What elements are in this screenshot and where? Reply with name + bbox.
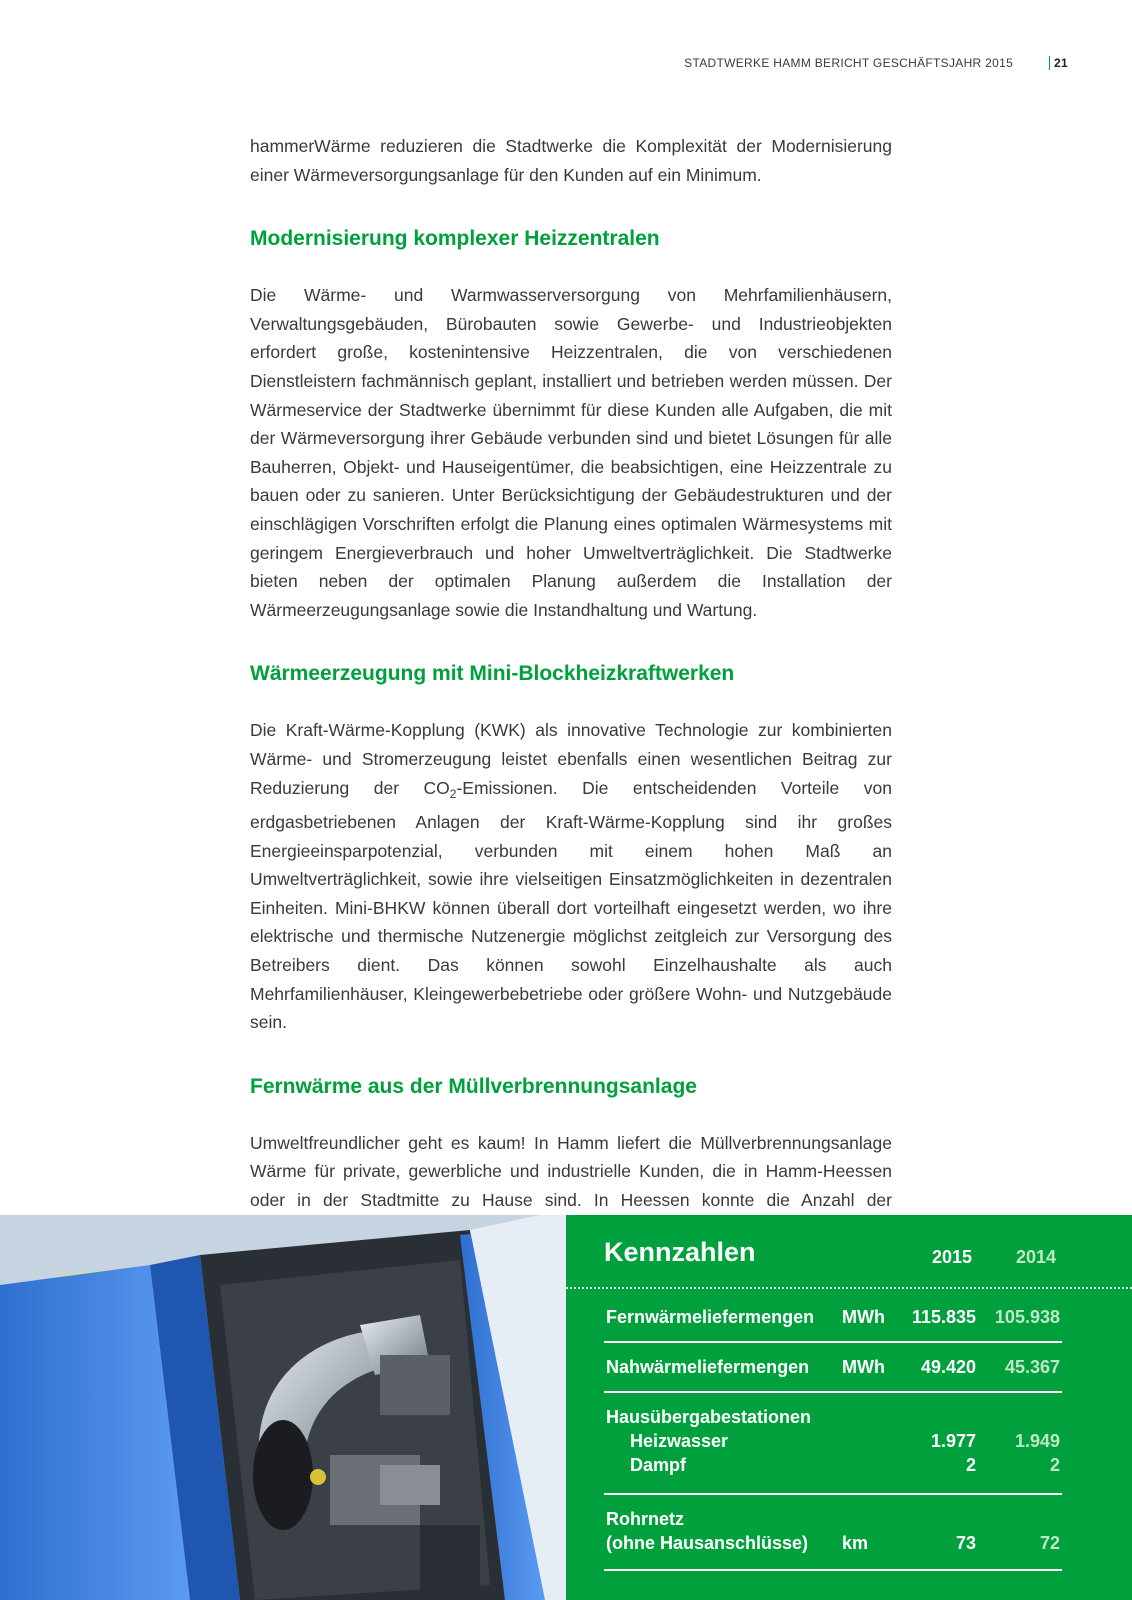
row-value-2015: 73 <box>955 1533 976 1553</box>
heating-unit-illustration <box>0 1215 566 1600</box>
page-number: 21 <box>1054 56 1068 70</box>
co2-subscript: 2 <box>449 786 457 801</box>
article-body <box>250 132 892 1272</box>
row-value-2014: 2 <box>1049 1455 1060 1475</box>
row-value-2015: 49.420 <box>920 1357 976 1377</box>
row-value-2015: 2 <box>965 1455 976 1475</box>
kennzahlen-title: Kennzahlen <box>604 1237 756 1267</box>
row-value-2014: 1.949 <box>1014 1431 1060 1451</box>
section1-heading: Modernisierung komplexer Heizzentralen <box>250 227 660 251</box>
row-label: Hausübergabestationen <box>606 1407 812 1427</box>
kennzahlen-panel <box>566 1215 1132 1600</box>
section3-text: Umweltfreundlicher geht es kaum! In Hamm liefert die Müllverbrennungsanlage Wärme für private, gewerbliche und industrielle Kunden, die in Hamm-Heessen oder in der Stadtmitte zu Hause sind. In Heessen konnte die Anzahl der <box>250 1132 892 1211</box>
row-unit: MWh <box>842 1307 885 1327</box>
row-label: Fernwärmeliefermengen <box>606 1307 815 1327</box>
section2-paragraph <box>250 716 892 1037</box>
running-head <box>684 56 1068 70</box>
row-value-2014: 105.938 <box>994 1307 1060 1327</box>
dotted-divider <box>566 1287 1132 1289</box>
year-current-header: 2015 <box>931 1247 972 1267</box>
row-unit: MWh <box>842 1357 885 1377</box>
header-separator <box>1049 56 1050 70</box>
kennzahlen-row-hausuebergabe <box>604 1393 1062 1493</box>
row-sublabel-heizwasser: Heizwasser <box>630 1431 729 1451</box>
row-value-2014: 72 <box>1039 1533 1060 1553</box>
section3-heading: Fernwärme aus der Müllverbrennungsanlage <box>250 1074 697 1098</box>
row-sublabel-dampf: Dampf <box>630 1455 687 1475</box>
section1-paragraph: Die Wärme- und Warmwasserversorgung von Mehrfamilienhäusern, Verwaltungsgebäuden, Bürobauten sowie Gewerbe- und Industrieobjekten erfordert große, kostenintensive Heizzentralen, die von verschiedenen Dienstleistern fachmännisch geplant, installiert und betrieben werden müssen. Der Wärmeservice der Stadtwerke übernimmt für diese Kunden alle Aufgaben, die mit der Wärmeversorgung ihrer Gebäude verbunden sind und bietet Lösungen für alle Bauherren, Objekt- und Hauseigentümer, die beabsichtigen, eine Heizzentrale zu bauen oder zu sanieren. Unter Berücksichtigung der Gebäudestrukturen und der einschlägigen Vorschriften erfolgt die Planung eines optimalen Wärmesystems mit geringem Energieverbrauch und hoher Umweltverträglichkeit. Die Stadtwerke bieten neben der optimalen Planung außerdem die Installation der Wärmeerzeugungsanlage sowie die Instandhaltung und Wartung. <box>250 285 892 620</box>
row-label: Nahwärmeliefermengen <box>606 1357 810 1377</box>
row-value-2014: 45.367 <box>1004 1357 1060 1377</box>
running-title: STADTWERKE HAMM BERICHT GESCHÄFTSJAHR 2015 <box>684 56 1014 70</box>
section2-text-a: Die Kraft-Wärme-Kopplung (KWK) als innovative Technologie zur kombinierten Wärme- und Stromerzeugung leistet ebenfalls einen wesentlichen Beitrag zur Reduzierung der CO <box>250 720 892 798</box>
row-label: Rohrnetz <box>606 1509 684 1529</box>
kennzahlen-row-fernwaerme <box>604 1291 1062 1343</box>
intro-paragraph: hammerWärme reduzieren die Stadtwerke die Komplexität der Modernisierung einer Wärmeversorgungsanlage für den Kunden auf ein Minimum. <box>250 136 892 185</box>
row-label-line2: (ohne Hausanschlüsse) <box>606 1533 809 1553</box>
year-previous-header: 2014 <box>1015 1247 1056 1267</box>
section2-heading: Wärmeerzeugung mit Mini-Blockheizkraftwerken <box>250 662 735 686</box>
row-value-2015: 1.977 <box>930 1431 976 1451</box>
heating-unit-photo <box>0 1215 566 1600</box>
row-unit: km <box>842 1533 869 1553</box>
kennzahlen-row-rohrnetz <box>604 1495 1062 1571</box>
row-value-2015: 115.835 <box>911 1307 976 1327</box>
kennzahlen-row-nahwaerme <box>604 1343 1062 1393</box>
section2-text-b: -Emissionen. Die entscheidenden Vorteile von erdgasbetriebenen Anlagen der Kraft-Wärme-Kopplung sind ihr großes Energieeinsparpotenzial, verbunden mit einem hohen Maß an Umweltverträglichkeit, sowie ihre vielseitigen Einsatzmöglichkeiten in dezentralen Einheiten. Mini-BHKW können überall dort vorteilhaft eingesetzt werden, wo ihre elektrische und thermische Nutzenergie möglichst zeitgleich zur Versorgung des Betreibers dient. Das können sowohl Einzelhaushalte als auch Mehrfamilienhäuser, Kleingewerbebetriebe oder größere Wohn- und Nutzgebäude sein. <box>250 777 892 1033</box>
